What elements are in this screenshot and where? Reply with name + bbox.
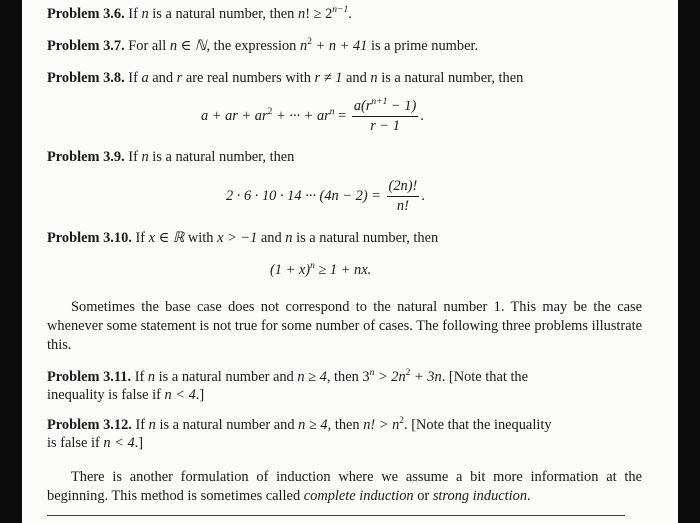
math: =	[334, 107, 350, 124]
variable: n	[141, 6, 149, 22]
math: − 1)	[387, 98, 417, 114]
math: n! > n	[363, 417, 400, 433]
math: + n + 41	[311, 38, 368, 54]
variable: n	[141, 149, 149, 165]
problem-text: , then	[327, 417, 364, 433]
problem-3-9	[47, 148, 294, 166]
punctuation: .	[348, 6, 352, 22]
paragraph-text: or	[413, 488, 433, 504]
variable: n	[148, 417, 156, 433]
problem-text: and	[342, 70, 371, 86]
problem-label: Problem 3.7.	[47, 38, 125, 54]
base-case-paragraph: Sometimes the base case does not correspond to the natural number 1. This may be the case whenever some statement is not true for some number of cases. The following three problems illustrate this.	[47, 299, 642, 353]
problem-3-12	[47, 416, 552, 434]
problem-text: is a natural number and	[155, 369, 298, 385]
problem-text: is a natural number, then	[292, 230, 439, 246]
math: ≥ 1 + nx.	[314, 262, 372, 278]
problem-label: Problem 3.9.	[47, 149, 125, 165]
problem-text: are real numbers with	[182, 70, 315, 86]
bernoulli-inequality	[270, 262, 371, 279]
problem-label: Problem 3.6.	[47, 6, 125, 22]
math: n ≥ 4	[298, 417, 328, 433]
right-frame-edge	[678, 0, 700, 523]
problem-text: and	[257, 230, 286, 246]
math: 3	[362, 369, 370, 385]
fraction	[352, 98, 418, 135]
problem-3-8	[47, 69, 523, 87]
punctuation: .	[420, 107, 424, 124]
exponent: n	[310, 261, 315, 271]
punctuation: .	[421, 187, 425, 204]
problem-label: Problem 3.10.	[47, 230, 132, 246]
fraction-denominator: n!	[396, 198, 409, 214]
problem-text: is a prime number.	[367, 38, 479, 54]
problem-text: inequality is false if	[47, 387, 165, 403]
math: n ∈ ℕ	[169, 38, 207, 54]
product-formula	[226, 178, 425, 215]
fraction-numerator: (2n)!	[387, 178, 420, 197]
math: x ∈ ℝ	[148, 230, 185, 246]
fraction	[387, 178, 420, 215]
exponent: n+1	[371, 97, 388, 107]
problem-text: . [Note that the	[441, 369, 529, 385]
problem-text: If	[135, 417, 149, 433]
problem-3-7	[47, 37, 478, 55]
math: a(r	[353, 98, 372, 114]
problem-text: with	[184, 230, 218, 246]
exponent: n	[369, 368, 375, 378]
math: n	[297, 6, 306, 22]
left-frame-edge	[0, 0, 22, 523]
math: n	[299, 38, 308, 54]
paragraph-text: .	[527, 488, 531, 504]
problem-text: For all	[128, 38, 170, 54]
problem-text: , the expression	[206, 38, 300, 54]
fraction-numerator	[352, 98, 418, 117]
problem-text: , then	[326, 369, 363, 385]
variable: n	[285, 230, 293, 246]
problem-text: .]	[134, 435, 144, 451]
math: a + ar + ar	[201, 107, 268, 124]
variable: a	[141, 70, 149, 86]
math: + ··· + ar	[272, 107, 330, 124]
math: > 2n	[374, 369, 406, 385]
problem-3-12-note	[47, 434, 143, 452]
math: x > −1	[217, 230, 258, 246]
variable: r	[176, 70, 183, 86]
problem-label: Problem 3.12.	[47, 417, 132, 433]
problem-text: is false if	[47, 435, 104, 451]
exponent: 2	[399, 416, 405, 426]
problem-text: is a natural number, then	[148, 149, 295, 165]
problem-text: .]	[195, 387, 205, 403]
problem-text: . [Note that the inequality	[404, 417, 552, 433]
textbook-page	[22, 0, 678, 523]
problem-text: If	[128, 6, 142, 22]
problem-text: If	[135, 230, 149, 246]
problem-3-6	[47, 5, 352, 23]
math: ! ≥ 2	[305, 6, 333, 22]
exponent: n	[329, 106, 335, 117]
fraction-denominator: r − 1	[370, 118, 400, 134]
problem-text: If	[128, 149, 142, 165]
paragraph-text: There is another formulation of induction where we assume a bit more information at the beginning. This method is sometimes called	[47, 469, 642, 504]
math: + 3n	[410, 369, 442, 385]
exponent: 2	[267, 106, 273, 117]
problem-3-10	[47, 229, 438, 247]
math: n < 4	[164, 387, 196, 403]
math: n ≥ 4	[297, 369, 327, 385]
problem-label: Problem 3.8.	[47, 70, 125, 86]
math: (1 + x)	[270, 262, 311, 278]
problem-text: is a natural number, then	[377, 70, 524, 86]
problem-3-11	[47, 368, 528, 386]
problem-text: If	[134, 369, 148, 385]
induction-paragraph	[47, 468, 642, 506]
math: r ≠ 1	[314, 70, 343, 86]
variable: n	[147, 369, 156, 385]
problem-text: is a natural number, then	[148, 6, 298, 22]
exponent: n−1	[332, 5, 349, 15]
problem-text: If	[128, 70, 142, 86]
exponent: 2	[405, 368, 411, 378]
bottom-rule	[47, 515, 625, 516]
geometric-sum-formula	[201, 98, 424, 135]
problem-label: Problem 3.11.	[47, 369, 132, 385]
math: 2 · 6 · 10 · 14 ··· (4n − 2) =	[226, 187, 385, 204]
emphasis-term: complete induction	[303, 488, 414, 504]
math: n < 4	[103, 435, 135, 451]
problem-3-11-note	[47, 386, 204, 404]
exponent: 2	[307, 37, 312, 47]
variable: n	[370, 70, 378, 86]
problem-text: is a natural number and	[155, 417, 299, 433]
emphasis-term: strong induction	[432, 488, 528, 504]
problem-text: and	[148, 70, 177, 86]
